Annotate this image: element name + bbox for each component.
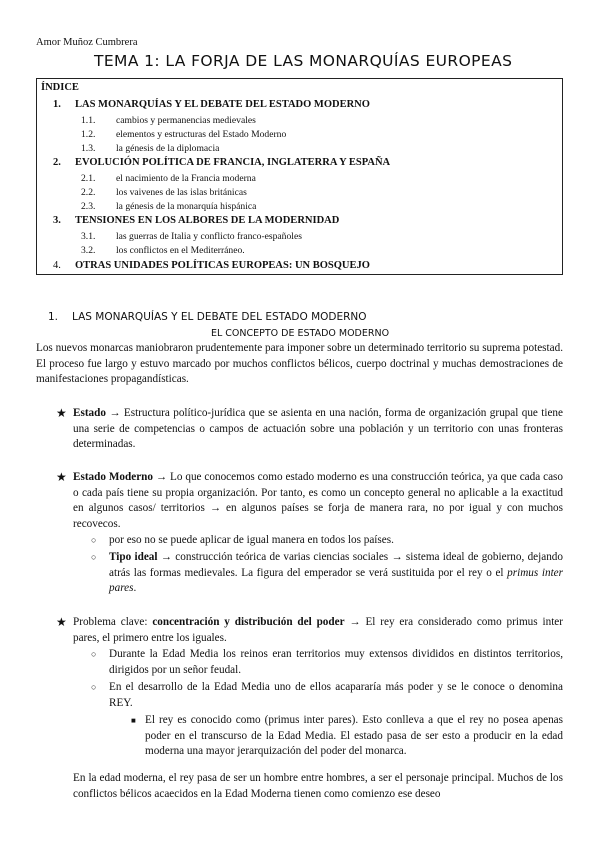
- tipo-ideal-end: .: [133, 582, 137, 595]
- star-bullet-icon: ★: [56, 470, 67, 484]
- definition-estado: [73, 406, 563, 453]
- circle-bullet-icon: ○: [91, 552, 97, 562]
- section-number: 1.: [48, 311, 59, 323]
- problema-subsub: El rey es conocido como (primus inter pares). Esto conlleva a que el rey no posea apenas poder en el transcurso de la Edad Media. El estado pasa de ser esto a producir en la edad moderna una mayor jerarquización del poder del monarca.: [145, 714, 563, 758]
- definition-estado-text: → Estructura político-jurídica que se asienta en una nación, forma de organización grupal que tiene una serie de competencias o campos de actuación sobre una población y un territorio con unas fronteras determinadas.: [73, 407, 563, 451]
- author-name: Amor Muñoz Cumbrera: [36, 37, 138, 48]
- index-subitem-label: elementos y estructuras del Estado Moderno: [116, 129, 287, 140]
- index-subitem-label: los conflictos en el Mediterráneo.: [116, 245, 245, 256]
- circle-bullet-icon: ○: [91, 649, 97, 659]
- index-item-number: 4.: [53, 260, 61, 271]
- term-estado: Estado: [73, 407, 106, 419]
- estado-moderno-sub1: por eso no se puede aplicar de igual manera en todos los países.: [109, 534, 394, 546]
- section-title: LAS MONARQUÍAS Y EL DEBATE DEL ESTADO MODERNO: [72, 311, 367, 323]
- index-item-label: OTRAS UNIDADES POLÍTICAS EUROPEAS: UN BOSQUEJO: [75, 260, 370, 271]
- index-item-number: 3.: [53, 215, 61, 226]
- index-box: [36, 78, 563, 275]
- index-subitem-number: 2.2.: [81, 187, 96, 198]
- index-subitem-number: 2.1.: [81, 173, 96, 184]
- index-subitem-number: 1.3.: [81, 143, 96, 154]
- index-subitem-number: 1.2.: [81, 129, 96, 140]
- tipo-ideal-text: → construcción teórica de varias ciencias sociales → sistema ideal de gobierno, dejando atrás las formas medievales. La figura del emperador se verá sustituida por el rey o el: [109, 551, 563, 579]
- section-subtitle: EL CONCEPTO DE ESTADO MODERNO: [210, 328, 390, 339]
- index-subitem-label: los vaivenes de las islas británicas: [116, 187, 247, 198]
- index-item-label: TENSIONES EN LOS ALBORES DE LA MODERNIDAD: [75, 215, 340, 226]
- page-title: TEMA 1: LA FORJA DE LAS MONARQUÍAS EUROPEAS: [94, 52, 513, 70]
- definition-estado-moderno: [73, 470, 563, 532]
- index-item-label: LAS MONARQUÍAS Y EL DEBATE DEL ESTADO MODERNO: [75, 99, 370, 110]
- circle-bullet-icon: ○: [91, 535, 97, 545]
- index-subitem-label: la génesis de la monarquía hispánica: [116, 201, 257, 212]
- index-subitem-label: la génesis de la diplomacia: [116, 143, 220, 154]
- star-bullet-icon: ★: [56, 615, 67, 629]
- index-subitem-label: el nacimiento de la Francia moderna: [116, 173, 256, 184]
- primus-inter-pares: primus inter pares: [109, 566, 563, 595]
- index-subitem-number: 1.1.: [81, 115, 96, 126]
- index-subitem-number: 3.1.: [81, 231, 96, 242]
- index-title: ÍNDICE: [41, 82, 79, 93]
- closing-paragraph: En la edad moderna, el rey pasa de ser un hombre entre hombres, a ser el personaje principal. Muchos de los conflictos bélicos acaecidos en la Edad Moderna tienen como comienzo ese deseo: [73, 772, 563, 800]
- intro-paragraph: Los nuevos monarcas maniobraron prudentemente para imponer sobre un determinado territorio su suprema potestad. El proceso fue largo y estuvo marcado por muchos conflictos bélicos, cuerpo doctrinal y muchas demostraciones de manifestaciones propagandísticas.: [36, 342, 563, 386]
- problema-text: → El rey era considerado como primus inter pares, el primero entre los iguales.: [73, 616, 563, 644]
- problema-clave: [73, 615, 563, 646]
- index-item-label: EVOLUCIÓN POLÍTICA DE FRANCIA, INGLATERRA Y ESPAÑA: [75, 157, 391, 168]
- star-bullet-icon: ★: [56, 406, 67, 420]
- index-subitem-label: cambios y permanencias medievales: [116, 115, 256, 126]
- index-subitem-number: 2.3.: [81, 201, 96, 212]
- circle-bullet-icon: ○: [91, 682, 97, 692]
- problema-sub2: En el desarrollo de la Edad Media uno de ellos acapararía más poder y se le conoce o denomina REY.: [109, 681, 563, 709]
- problema-sub1: Durante la Edad Media los reinos eran territorios muy extensos divididos en distintos territorios, dirigidos por un señor feudal.: [109, 648, 563, 676]
- estado-moderno-sub2: [109, 550, 563, 597]
- problema-lead: Problema clave:: [73, 616, 153, 628]
- term-tipo-ideal: Tipo ideal: [109, 551, 158, 563]
- index-item-number: 1.: [53, 99, 61, 110]
- index-subitem-number: 3.2.: [81, 245, 96, 256]
- definition-estado-moderno-text: → Lo que conocemos como estado moderno es una construcción teórica, ya que cada caso o cada país tiene su propia organización. Por tanto, es como un concepto general no aplicable a la exactitud en algunos casos/ territorios → en algunos países se forja de manera rara, no por igual y con muchos recovecos.: [73, 471, 563, 530]
- index-subitem-label: las guerras de Italia y conflicto franco-españoles: [116, 231, 302, 242]
- index-item-number: 2.: [53, 157, 61, 168]
- term-concentracion: concentración y distribución del poder: [152, 616, 345, 628]
- square-bullet-icon: ■: [131, 716, 136, 725]
- term-estado-moderno: Estado Moderno: [73, 471, 153, 483]
